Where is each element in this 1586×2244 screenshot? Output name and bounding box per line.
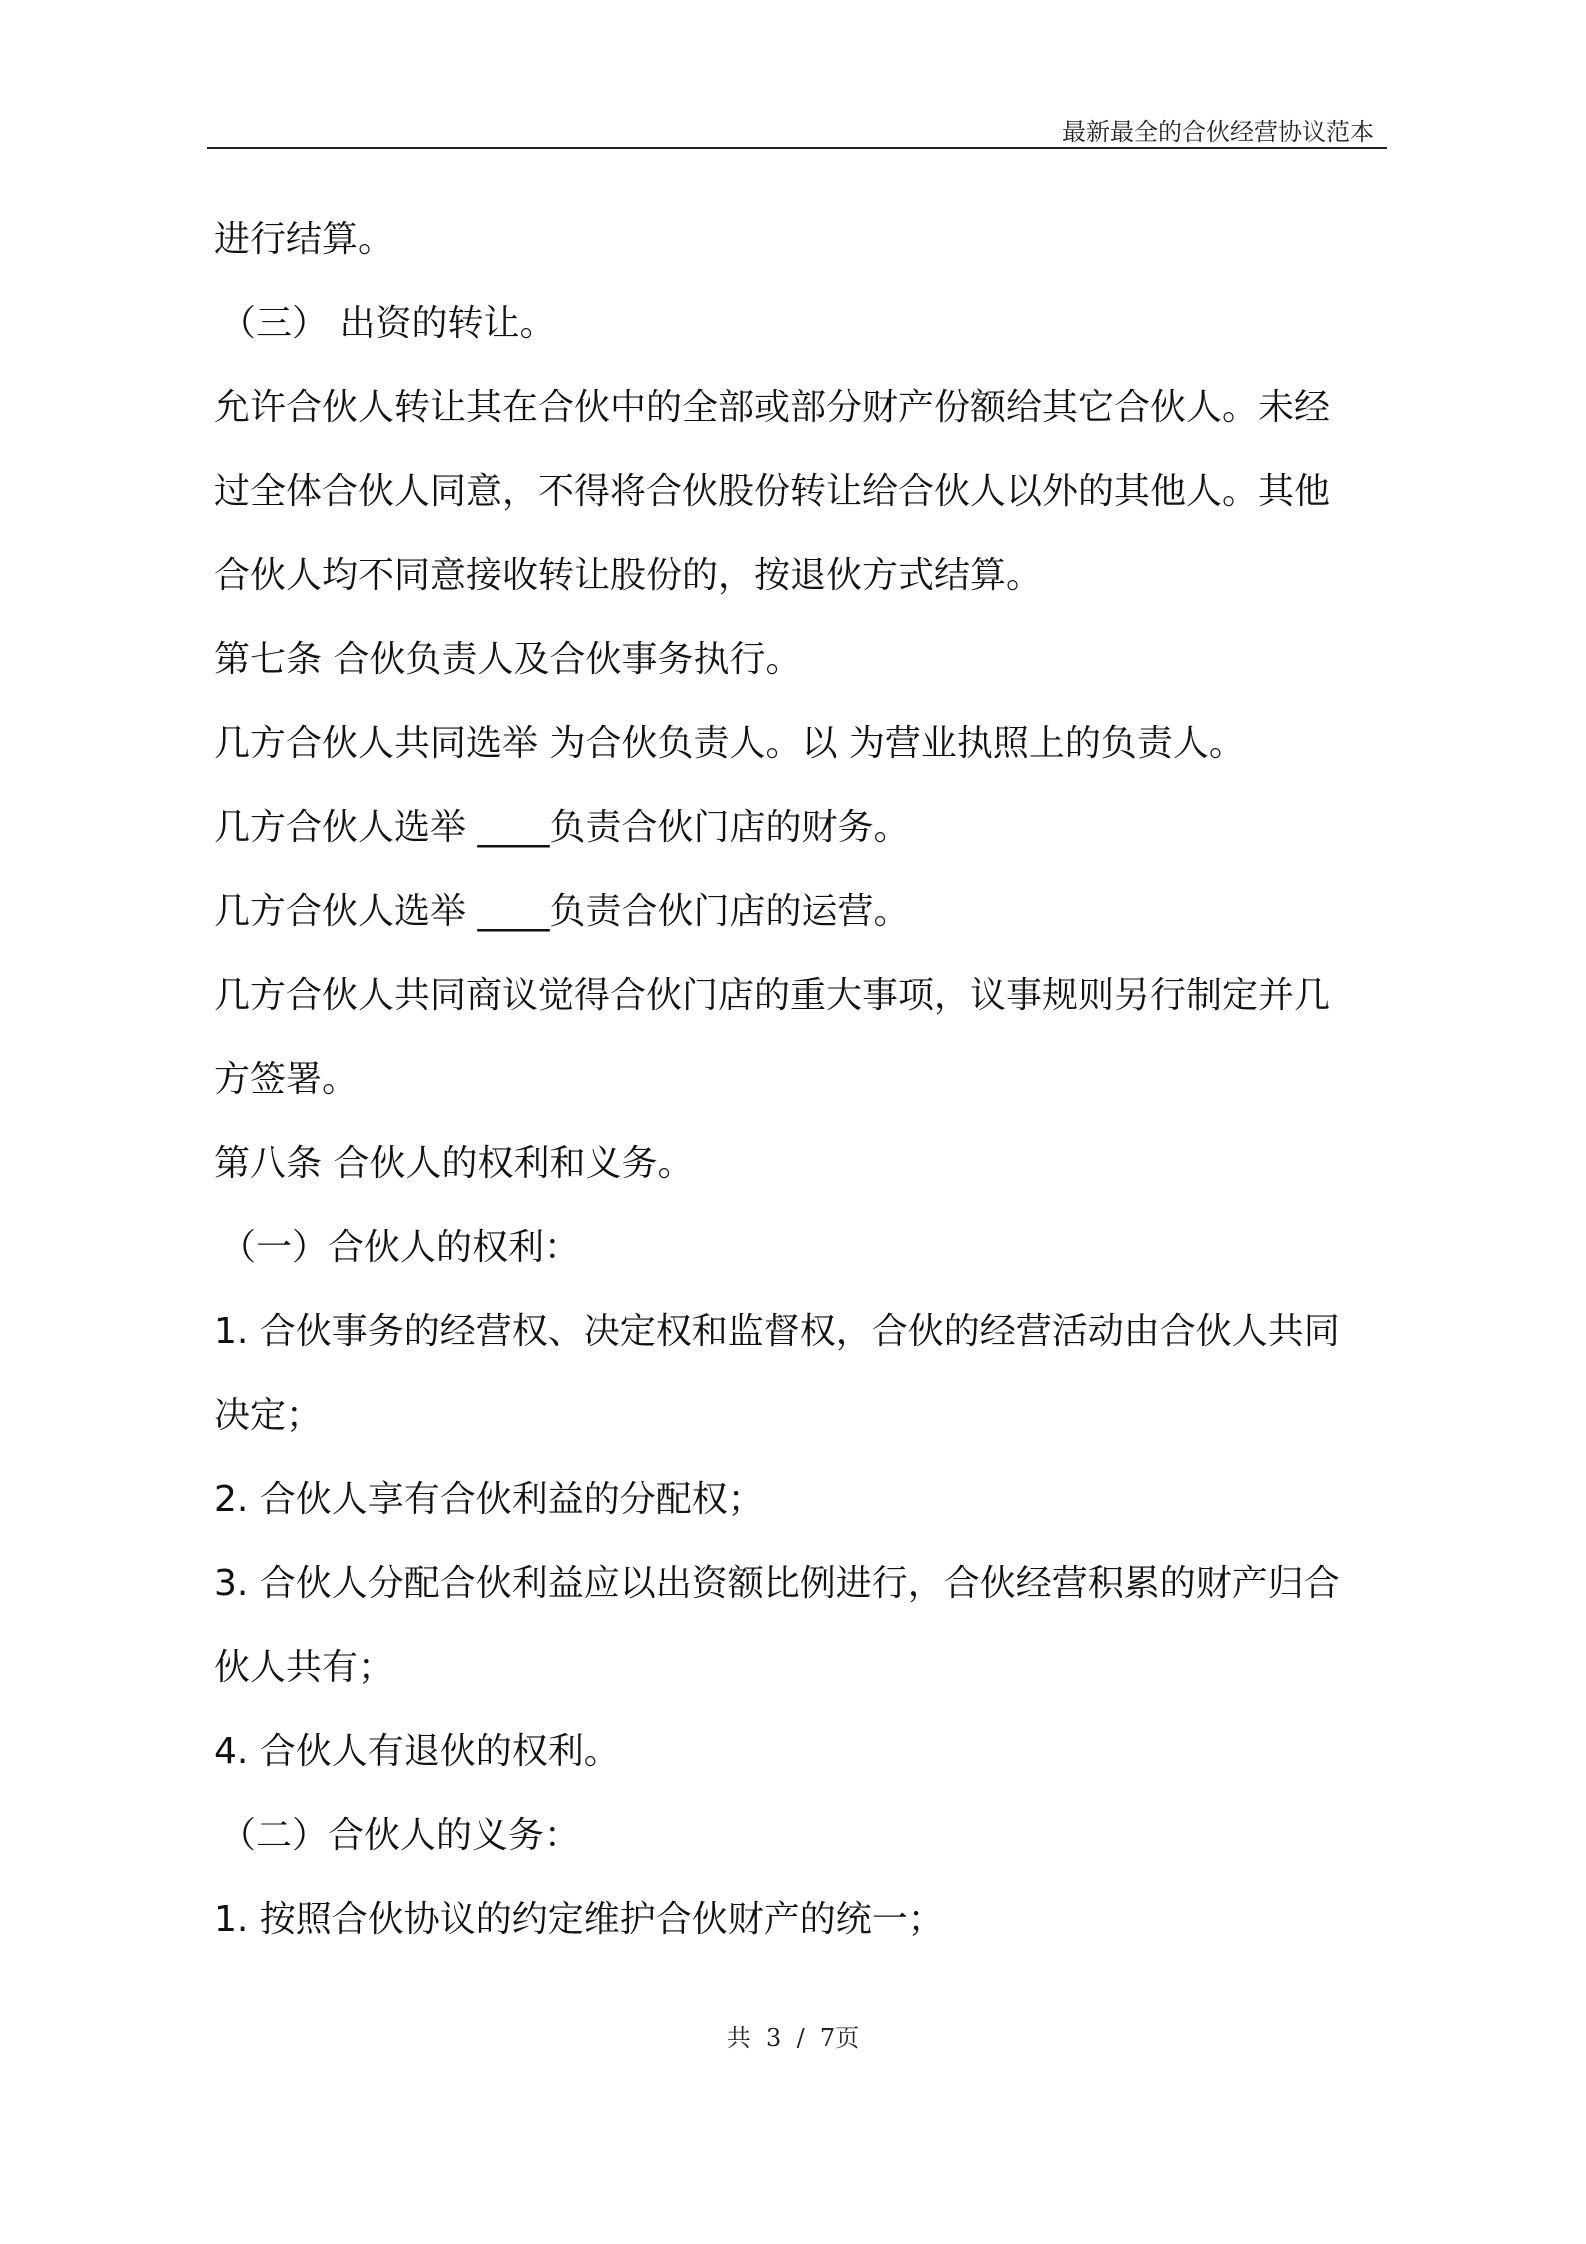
text-line: 合伙人均不同意接收转让股份的，按退伙方式结算。 — [214, 555, 1043, 596]
section-heading: （三） 出资的转让。 — [220, 303, 556, 344]
text-line: 允许合伙人转让其在合伙中的全部或部分财产份额给其它合伙人。未经 — [214, 387, 1331, 428]
list-item: 2. 合伙人享有合伙利益的分配权； — [214, 1479, 764, 1520]
section-heading: （二）合伙人的义务： — [220, 1815, 581, 1856]
header-divider — [207, 147, 1387, 149]
text-line: 过全体合伙人同意，不得将合伙股份转让给合伙人以外的其他人。其他 — [214, 471, 1331, 512]
text-line: 伙人共有； — [214, 1647, 395, 1688]
text-line: 几方合伙人共同选举 为合伙负责人。以 为营业执照上的负责人。 — [214, 723, 1245, 764]
running-header: 最新最全的合伙经营协议范本 — [1062, 118, 1374, 146]
text-line: 决定； — [214, 1395, 323, 1436]
text-line: 方签署。 — [214, 1059, 359, 1100]
text-line: 几方合伙人共同商议觉得合伙门店的重大事项，议事规则另行制定并几 — [214, 975, 1331, 1016]
list-item: 4. 合伙人有退伙的权利。 — [214, 1731, 620, 1772]
text-line: 几方合伙人选举 ____负责合伙门店的运营。 — [214, 891, 910, 932]
text-line: 几方合伙人选举 ____负责合伙门店的财务。 — [214, 807, 910, 848]
list-item: 1. 合伙事务的经营权、决定权和监督权，合伙的经营活动由合伙人共同 — [214, 1311, 1340, 1352]
list-item: 3. 合伙人分配合伙利益应以出资额比例进行，合伙经营积累的财产归合 — [214, 1563, 1340, 1604]
article-heading: 第八条 合伙人的权利和义务。 — [214, 1143, 694, 1184]
document-body — [214, 210, 1384, 1974]
list-item: 1. 按照合伙协议的约定维护合伙财产的统一； — [214, 1899, 944, 1940]
article-heading: 第七条 合伙负责人及合伙事务执行。 — [214, 639, 802, 680]
section-heading: （一）合伙人的权利： — [220, 1227, 581, 1268]
text-line: 进行结算。 — [214, 219, 395, 260]
page-number: 共 3 / 7页 — [726, 2024, 860, 2052]
